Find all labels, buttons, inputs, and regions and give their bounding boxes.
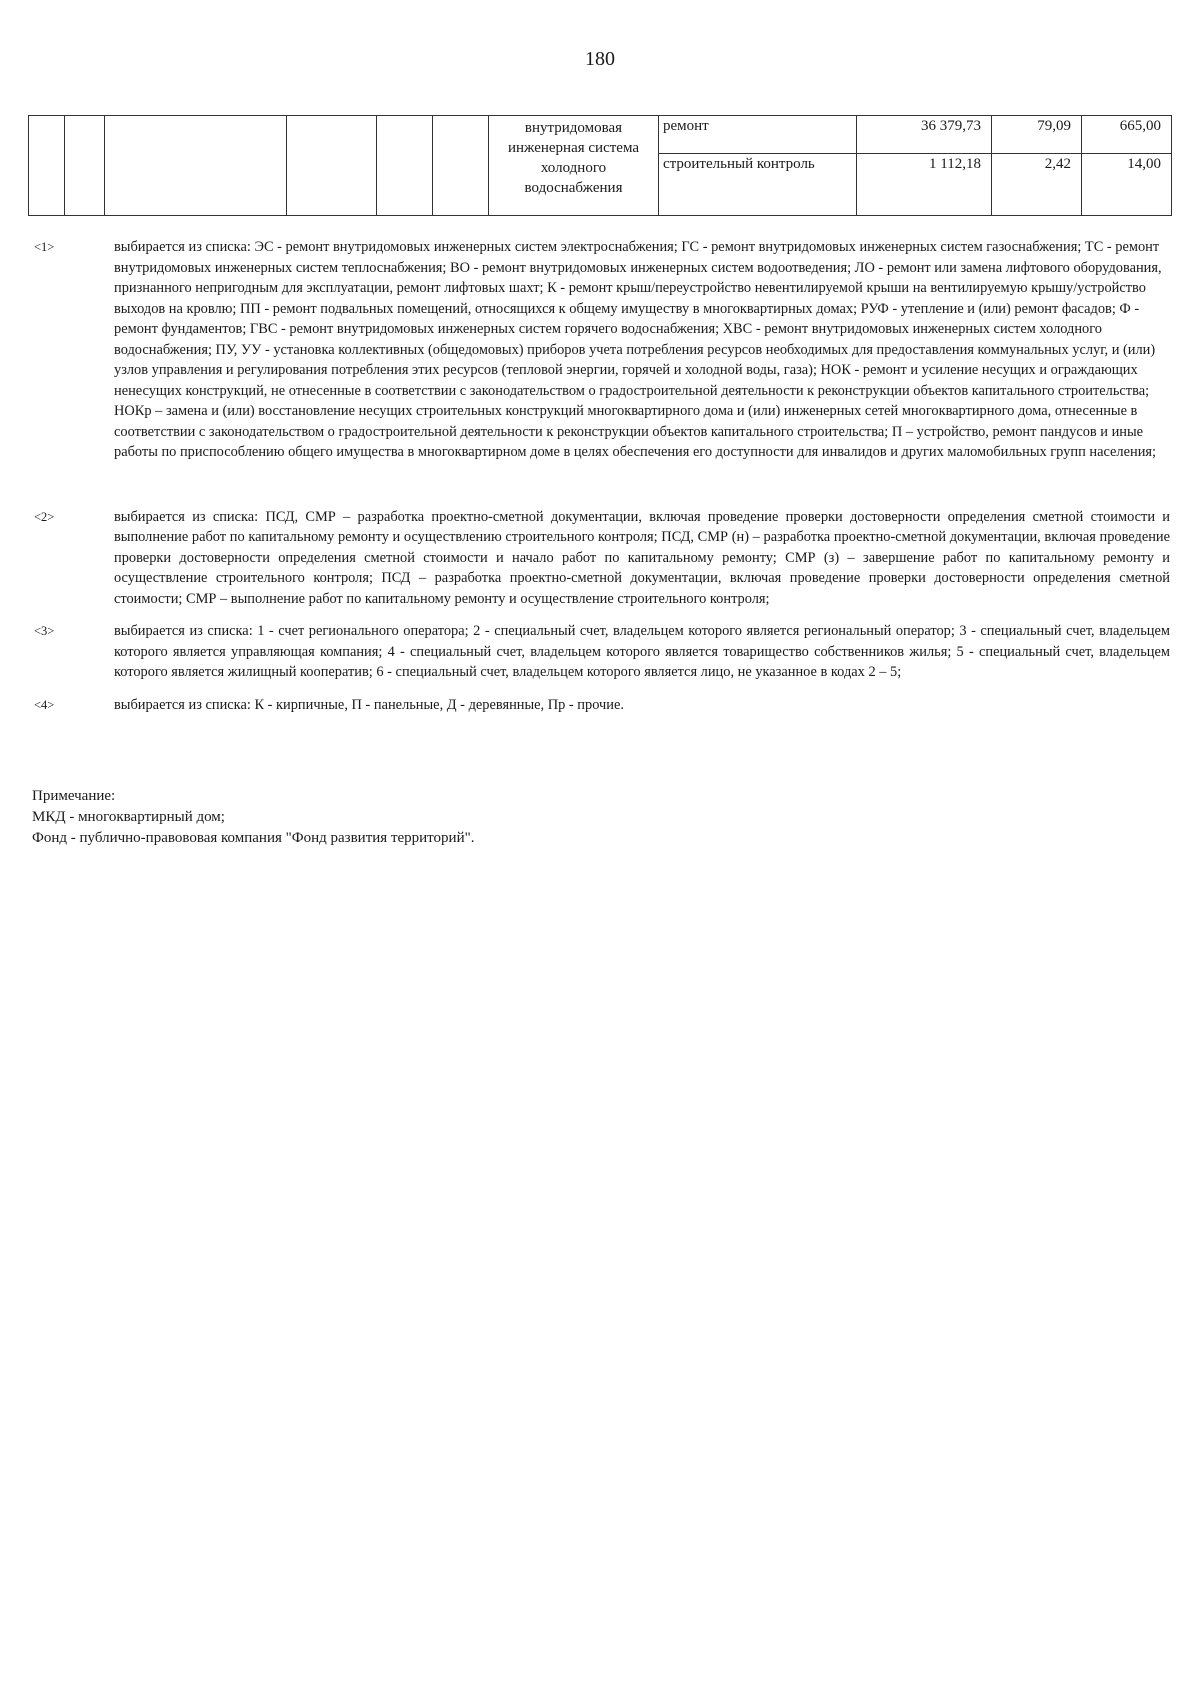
table-cell-empty: [377, 116, 433, 216]
limit-cell: 665,00: [1082, 116, 1172, 154]
footnote-marker: <2>: [34, 509, 55, 524]
footnote-3: [30, 621, 1170, 683]
page-number: 180: [585, 48, 615, 70]
work-type-cell: ремонт: [659, 116, 857, 154]
footnote-text: выбирается из списка: 1 - счет регионального оператора; 2 - специальный счет, владельцем которого является региональный оператор; 3 - специальный счет, владельцем которого является управляющая компания; 4 - специальный счет, владельцем которого является товарищество собственников жилья; 5 - специальный счет, владельцем которого является жилищный кооператив; 6 - специальный счет, владельцем которого является лицо, не указанное в кодах 2 – 5;: [114, 623, 1170, 680]
footnote-1: [30, 237, 1170, 463]
per-unit-cell: 2,42: [992, 154, 1082, 216]
table-cell-empty: [105, 116, 287, 216]
footnotes: [30, 237, 1170, 727]
remarks-line: МКД - многоквартирный дом;: [32, 809, 225, 825]
table-cell-empty: [433, 116, 489, 216]
remarks-line: Фонд - публично-правововая компания "Фонд развития территорий".: [32, 830, 475, 846]
table-cell-empty: [29, 116, 65, 216]
amount-cell: 1 112,18: [857, 154, 992, 216]
footnote-marker: <3>: [34, 624, 55, 638]
amount-cell: 36 379,73: [857, 116, 992, 154]
limit-cell: 14,00: [1082, 154, 1172, 216]
remarks-heading: Примечание:: [32, 788, 116, 804]
system-cell: внутридомовая инженерная система холодного водоснабжения: [489, 116, 659, 216]
per-unit-cell: 79,09: [992, 116, 1082, 154]
footnote-text: выбирается из списка: ЭС - ремонт внутридомовых инженерных систем электроснабжения; ГС - ремонт внутридомовых инженерных систем газоснабжения; ТС - ремонт внутридомовых инженерных систем теплоснабжения; ВО - ремонт внутридомовых инженерных систем водоотведения; ЛО - ремонт или замена лифтового оборудования, признанного непригодным для эксплуатации, ремонт лифтовых шахт; К - ремонт крыш/переустройство невентилируемой крыши на вентилируемую крышу/устройство выходов на кровлю; ПП - ремонт подвальных помещений, относящихся к общему имуществу в многоквартирных домах; РУФ - утепление и (или) ремонт фасадов; Ф - ремонт фундаментов; ГВС - ремонт внутридомовых инженерных систем горячего водоснабжения; ХВС - ремонт внутридомовых инженерных систем холодного водоснабжения; ПУ, УУ - установка коллективных (общедомовых) приборов учета потребления ресурсов необходимых для предоставления коммунальных услуг, и (или) узлов управления и регулирования потребления этих ресурсов (тепловой энергии, горячей и холодной воды, газа); НОК - ремонт и усиление несущих и ограждающих ненесущих конструкций, не отнесенные в соответствии с законодательством о градостроительной деятельности к реконструкции объектов капитального строительства; НОКр – замена и (или) восстановление несущих строительных конструкций многоквартирного дома и (или) инженерных сетей многоквартирного дома, отнесенные в соответствии с законодательством о градостроительной деятельности к реконструкции объектов капитального строительства; П – устройство, ремонт пандусов и иные работы по приспособлению общего имущества в многоквартирном доме в целях обеспечения его доступности для инвалидов и других маломобильных групп населения;: [114, 239, 1162, 460]
work-type-cell: строительный контроль: [659, 154, 857, 216]
remarks: [32, 786, 474, 849]
footnote-4: [30, 695, 1170, 716]
footnote-text: выбирается из списка: ПСД, СМР – разработка проектно-сметной документации, включая проведение проверки достоверности определения сметной стоимости и выполнение работ по капитальному ремонту и осуществлению строительного контроля; ПСД, СМР (н) – разработка проектно-сметной документации, включая проведение проверки достоверности определения сметной стоимости и начало работ по капитальному ремонту; СМР (з) – завершение работ по капитальному ремонту и осуществление строительного контроля; ПСД – разработка проектно-сметной документации, включая проведение проверки достоверности определения сметной стоимости; СМР – выполнение работ по капитальному ремонту и осуществление строительного контроля;: [114, 508, 1170, 607]
footnote-2: [30, 507, 1170, 610]
footnote-text: выбирается из списка: К - кирпичные, П - панельные, Д - деревянные, Пр - прочие.: [114, 696, 624, 713]
works-table: [28, 115, 1172, 216]
footnote-marker: <1>: [34, 240, 55, 254]
table-cell-empty: [287, 116, 377, 216]
table-cell-empty: [65, 116, 105, 216]
table-row: [29, 116, 1172, 154]
footnote-marker: <4>: [34, 697, 55, 712]
